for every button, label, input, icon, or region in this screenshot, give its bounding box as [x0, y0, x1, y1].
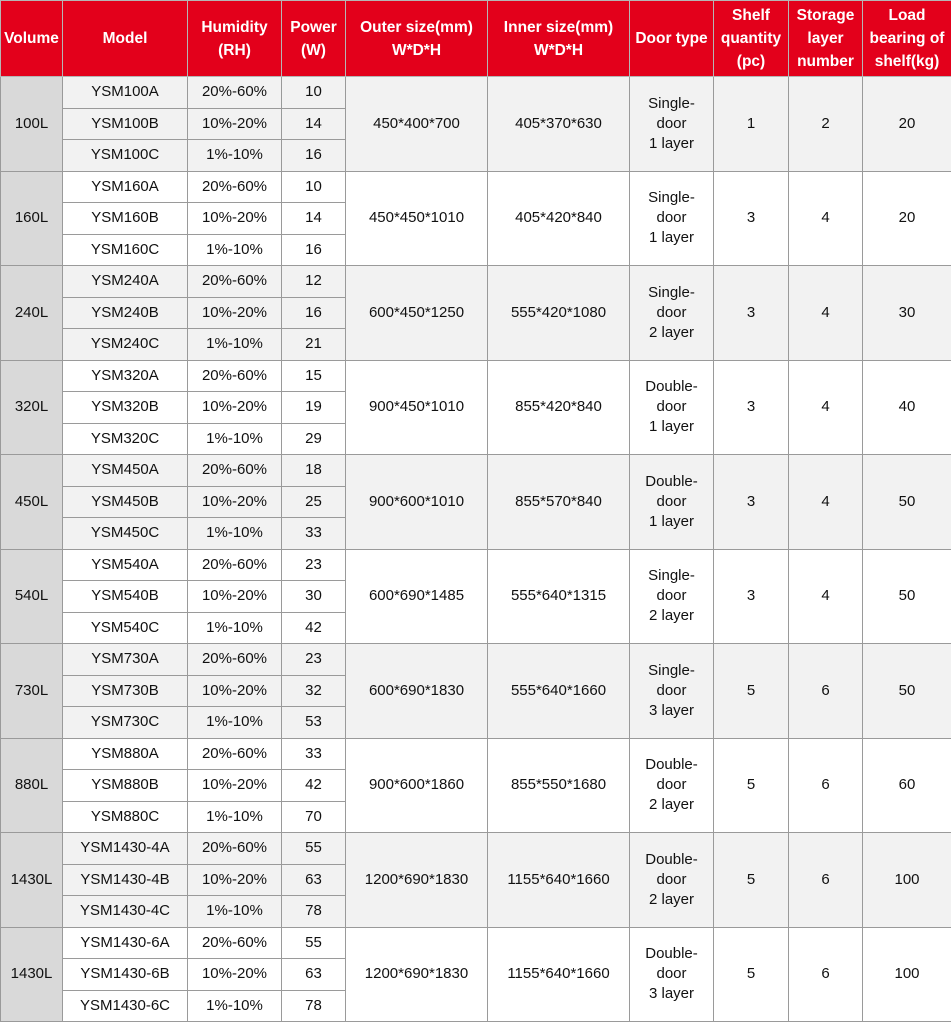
humidity-cell: 1%-10% [188, 423, 282, 455]
humidity-cell: 20%-60% [188, 171, 282, 203]
volume-cell: 100L [1, 77, 63, 172]
load-bearing-cell: 50 [863, 549, 951, 644]
humidity-cell: 1%-10% [188, 990, 282, 1022]
inner-size-cell: 855*550*1680 [488, 738, 630, 833]
volume-cell: 320L [1, 360, 63, 455]
power-cell: 16 [282, 297, 346, 329]
load-bearing-cell: 60 [863, 738, 951, 833]
power-cell: 14 [282, 108, 346, 140]
model-cell: YSM160C [63, 234, 188, 266]
humidity-cell: 1%-10% [188, 612, 282, 644]
model-cell: YSM100B [63, 108, 188, 140]
shelf-quantity-cell: 3 [714, 266, 789, 361]
power-cell: 14 [282, 203, 346, 235]
humidity-cell: 20%-60% [188, 77, 282, 109]
door-type-cell: Single- door 1 layer [630, 171, 714, 266]
model-cell: YSM730B [63, 675, 188, 707]
outer-size-cell: 600*690*1485 [346, 549, 488, 644]
humidity-cell: 20%-60% [188, 360, 282, 392]
volume-cell: 730L [1, 644, 63, 739]
model-cell: YSM450B [63, 486, 188, 518]
humidity-cell: 10%-20% [188, 486, 282, 518]
outer-size-cell: 450*450*1010 [346, 171, 488, 266]
model-cell: YSM100A [63, 77, 188, 109]
power-cell: 21 [282, 329, 346, 361]
model-cell: YSM1430-4B [63, 864, 188, 896]
humidity-cell: 1%-10% [188, 234, 282, 266]
power-cell: 23 [282, 549, 346, 581]
power-cell: 55 [282, 833, 346, 865]
humidity-cell: 20%-60% [188, 927, 282, 959]
humidity-cell: 20%-60% [188, 738, 282, 770]
model-cell: YSM240C [63, 329, 188, 361]
door-type-cell: Single- door 2 layer [630, 266, 714, 361]
power-cell: 78 [282, 896, 346, 928]
door-type-cell: Double- door 3 layer [630, 927, 714, 1022]
inner-size-cell: 405*420*840 [488, 171, 630, 266]
volume-cell: 880L [1, 738, 63, 833]
header-model: Model [63, 1, 188, 77]
outer-size-cell: 1200*690*1830 [346, 833, 488, 928]
humidity-cell: 10%-20% [188, 864, 282, 896]
outer-size-cell: 450*400*700 [346, 77, 488, 172]
power-cell: 42 [282, 770, 346, 802]
header-load-bearing: Load bearing of shelf(kg) [863, 1, 951, 77]
storage-layers-cell: 4 [789, 455, 863, 550]
storage-layers-cell: 2 [789, 77, 863, 172]
power-cell: 42 [282, 612, 346, 644]
model-cell: YSM320A [63, 360, 188, 392]
header-storage-layers: Storage layer number [789, 1, 863, 77]
humidity-cell: 20%-60% [188, 266, 282, 298]
model-cell: YSM160B [63, 203, 188, 235]
table-row [1, 455, 951, 487]
inner-size-cell: 555*640*1315 [488, 549, 630, 644]
shelf-quantity-cell: 3 [714, 171, 789, 266]
model-cell: YSM320C [63, 423, 188, 455]
model-cell: YSM880B [63, 770, 188, 802]
humidity-cell: 1%-10% [188, 329, 282, 361]
load-bearing-cell: 30 [863, 266, 951, 361]
outer-size-cell: 600*690*1830 [346, 644, 488, 739]
shelf-quantity-cell: 3 [714, 549, 789, 644]
model-cell: YSM730A [63, 644, 188, 676]
door-type-cell: Single- door 2 layer [630, 549, 714, 644]
model-cell: YSM1430-6C [63, 990, 188, 1022]
outer-size-cell: 900*600*1010 [346, 455, 488, 550]
shelf-quantity-cell: 5 [714, 833, 789, 928]
door-type-cell: Double- door 1 layer [630, 455, 714, 550]
shelf-quantity-cell: 5 [714, 927, 789, 1022]
header-volume: Volume [1, 1, 63, 77]
storage-layers-cell: 4 [789, 549, 863, 644]
load-bearing-cell: 20 [863, 171, 951, 266]
power-cell: 30 [282, 581, 346, 613]
header-humidity: Humidity (RH) [188, 1, 282, 77]
model-cell: YSM540A [63, 549, 188, 581]
power-cell: 19 [282, 392, 346, 424]
humidity-cell: 20%-60% [188, 455, 282, 487]
inner-size-cell: 855*570*840 [488, 455, 630, 550]
power-cell: 78 [282, 990, 346, 1022]
outer-size-cell: 900*450*1010 [346, 360, 488, 455]
model-cell: YSM880A [63, 738, 188, 770]
power-cell: 10 [282, 77, 346, 109]
table-row [1, 927, 951, 959]
storage-layers-cell: 4 [789, 266, 863, 361]
table-row [1, 360, 951, 392]
power-cell: 33 [282, 738, 346, 770]
load-bearing-cell: 100 [863, 833, 951, 928]
model-cell: YSM730C [63, 707, 188, 739]
power-cell: 25 [282, 486, 346, 518]
humidity-cell: 10%-20% [188, 203, 282, 235]
volume-cell: 1430L [1, 833, 63, 928]
humidity-cell: 10%-20% [188, 770, 282, 802]
volume-cell: 450L [1, 455, 63, 550]
inner-size-cell: 1155*640*1660 [488, 833, 630, 928]
model-cell: YSM160A [63, 171, 188, 203]
power-cell: 23 [282, 644, 346, 676]
load-bearing-cell: 40 [863, 360, 951, 455]
power-cell: 15 [282, 360, 346, 392]
header-shelf-quantity: Shelf quantity (pc) [714, 1, 789, 77]
model-cell: YSM540C [63, 612, 188, 644]
power-cell: 16 [282, 234, 346, 266]
humidity-cell: 1%-10% [188, 801, 282, 833]
inner-size-cell: 405*370*630 [488, 77, 630, 172]
inner-size-cell: 555*640*1660 [488, 644, 630, 739]
power-cell: 10 [282, 171, 346, 203]
volume-cell: 160L [1, 171, 63, 266]
power-cell: 70 [282, 801, 346, 833]
power-cell: 63 [282, 864, 346, 896]
power-cell: 55 [282, 927, 346, 959]
model-cell: YSM240A [63, 266, 188, 298]
humidity-cell: 10%-20% [188, 392, 282, 424]
humidity-cell: 10%-20% [188, 959, 282, 991]
power-cell: 12 [282, 266, 346, 298]
volume-cell: 1430L [1, 927, 63, 1022]
header-inner-size: Inner size(mm) W*D*H [488, 1, 630, 77]
load-bearing-cell: 100 [863, 927, 951, 1022]
header-power: Power (W) [282, 1, 346, 77]
humidity-cell: 1%-10% [188, 896, 282, 928]
humidity-cell: 10%-20% [188, 108, 282, 140]
storage-layers-cell: 6 [789, 738, 863, 833]
volume-cell: 240L [1, 266, 63, 361]
header-outer-size: Outer size(mm) W*D*H [346, 1, 488, 77]
model-cell: YSM540B [63, 581, 188, 613]
table-row [1, 266, 951, 298]
door-type-cell: Double- door 1 layer [630, 360, 714, 455]
storage-layers-cell: 6 [789, 833, 863, 928]
humidity-cell: 1%-10% [188, 707, 282, 739]
door-type-cell: Double- door 2 layer [630, 738, 714, 833]
table-header [1, 1, 951, 77]
model-cell: YSM1430-4A [63, 833, 188, 865]
model-cell: YSM1430-6A [63, 927, 188, 959]
power-cell: 29 [282, 423, 346, 455]
model-cell: YSM1430-6B [63, 959, 188, 991]
table-row [1, 549, 951, 581]
storage-layers-cell: 4 [789, 171, 863, 266]
load-bearing-cell: 50 [863, 455, 951, 550]
power-cell: 18 [282, 455, 346, 487]
model-cell: YSM100C [63, 140, 188, 172]
table-body [1, 77, 951, 1022]
door-type-cell: Double- door 2 layer [630, 833, 714, 928]
storage-layers-cell: 6 [789, 644, 863, 739]
shelf-quantity-cell: 5 [714, 738, 789, 833]
inner-size-cell: 1155*640*1660 [488, 927, 630, 1022]
humidity-cell: 10%-20% [188, 675, 282, 707]
power-cell: 16 [282, 140, 346, 172]
shelf-quantity-cell: 5 [714, 644, 789, 739]
table-row [1, 833, 951, 865]
power-cell: 32 [282, 675, 346, 707]
humidity-cell: 1%-10% [188, 518, 282, 550]
load-bearing-cell: 50 [863, 644, 951, 739]
humidity-cell: 10%-20% [188, 581, 282, 613]
outer-size-cell: 1200*690*1830 [346, 927, 488, 1022]
humidity-cell: 10%-20% [188, 297, 282, 329]
storage-layers-cell: 4 [789, 360, 863, 455]
volume-cell: 540L [1, 549, 63, 644]
model-cell: YSM450C [63, 518, 188, 550]
inner-size-cell: 855*420*840 [488, 360, 630, 455]
model-cell: YSM320B [63, 392, 188, 424]
humidity-cell: 1%-10% [188, 140, 282, 172]
table-row [1, 644, 951, 676]
model-cell: YSM880C [63, 801, 188, 833]
shelf-quantity-cell: 3 [714, 360, 789, 455]
power-cell: 33 [282, 518, 346, 550]
table-row [1, 738, 951, 770]
model-cell: YSM1430-4C [63, 896, 188, 928]
storage-layers-cell: 6 [789, 927, 863, 1022]
table-row [1, 171, 951, 203]
door-type-cell: Single- door 1 layer [630, 77, 714, 172]
door-type-cell: Single- door 3 layer [630, 644, 714, 739]
header-row [1, 1, 951, 77]
header-door-type: Door type [630, 1, 714, 77]
humidity-cell: 20%-60% [188, 549, 282, 581]
power-cell: 53 [282, 707, 346, 739]
humidity-cell: 20%-60% [188, 833, 282, 865]
outer-size-cell: 900*600*1860 [346, 738, 488, 833]
humidity-cell: 20%-60% [188, 644, 282, 676]
table-row [1, 77, 951, 109]
shelf-quantity-cell: 3 [714, 455, 789, 550]
shelf-quantity-cell: 1 [714, 77, 789, 172]
model-cell: YSM240B [63, 297, 188, 329]
outer-size-cell: 600*450*1250 [346, 266, 488, 361]
load-bearing-cell: 20 [863, 77, 951, 172]
model-cell: YSM450A [63, 455, 188, 487]
inner-size-cell: 555*420*1080 [488, 266, 630, 361]
power-cell: 63 [282, 959, 346, 991]
